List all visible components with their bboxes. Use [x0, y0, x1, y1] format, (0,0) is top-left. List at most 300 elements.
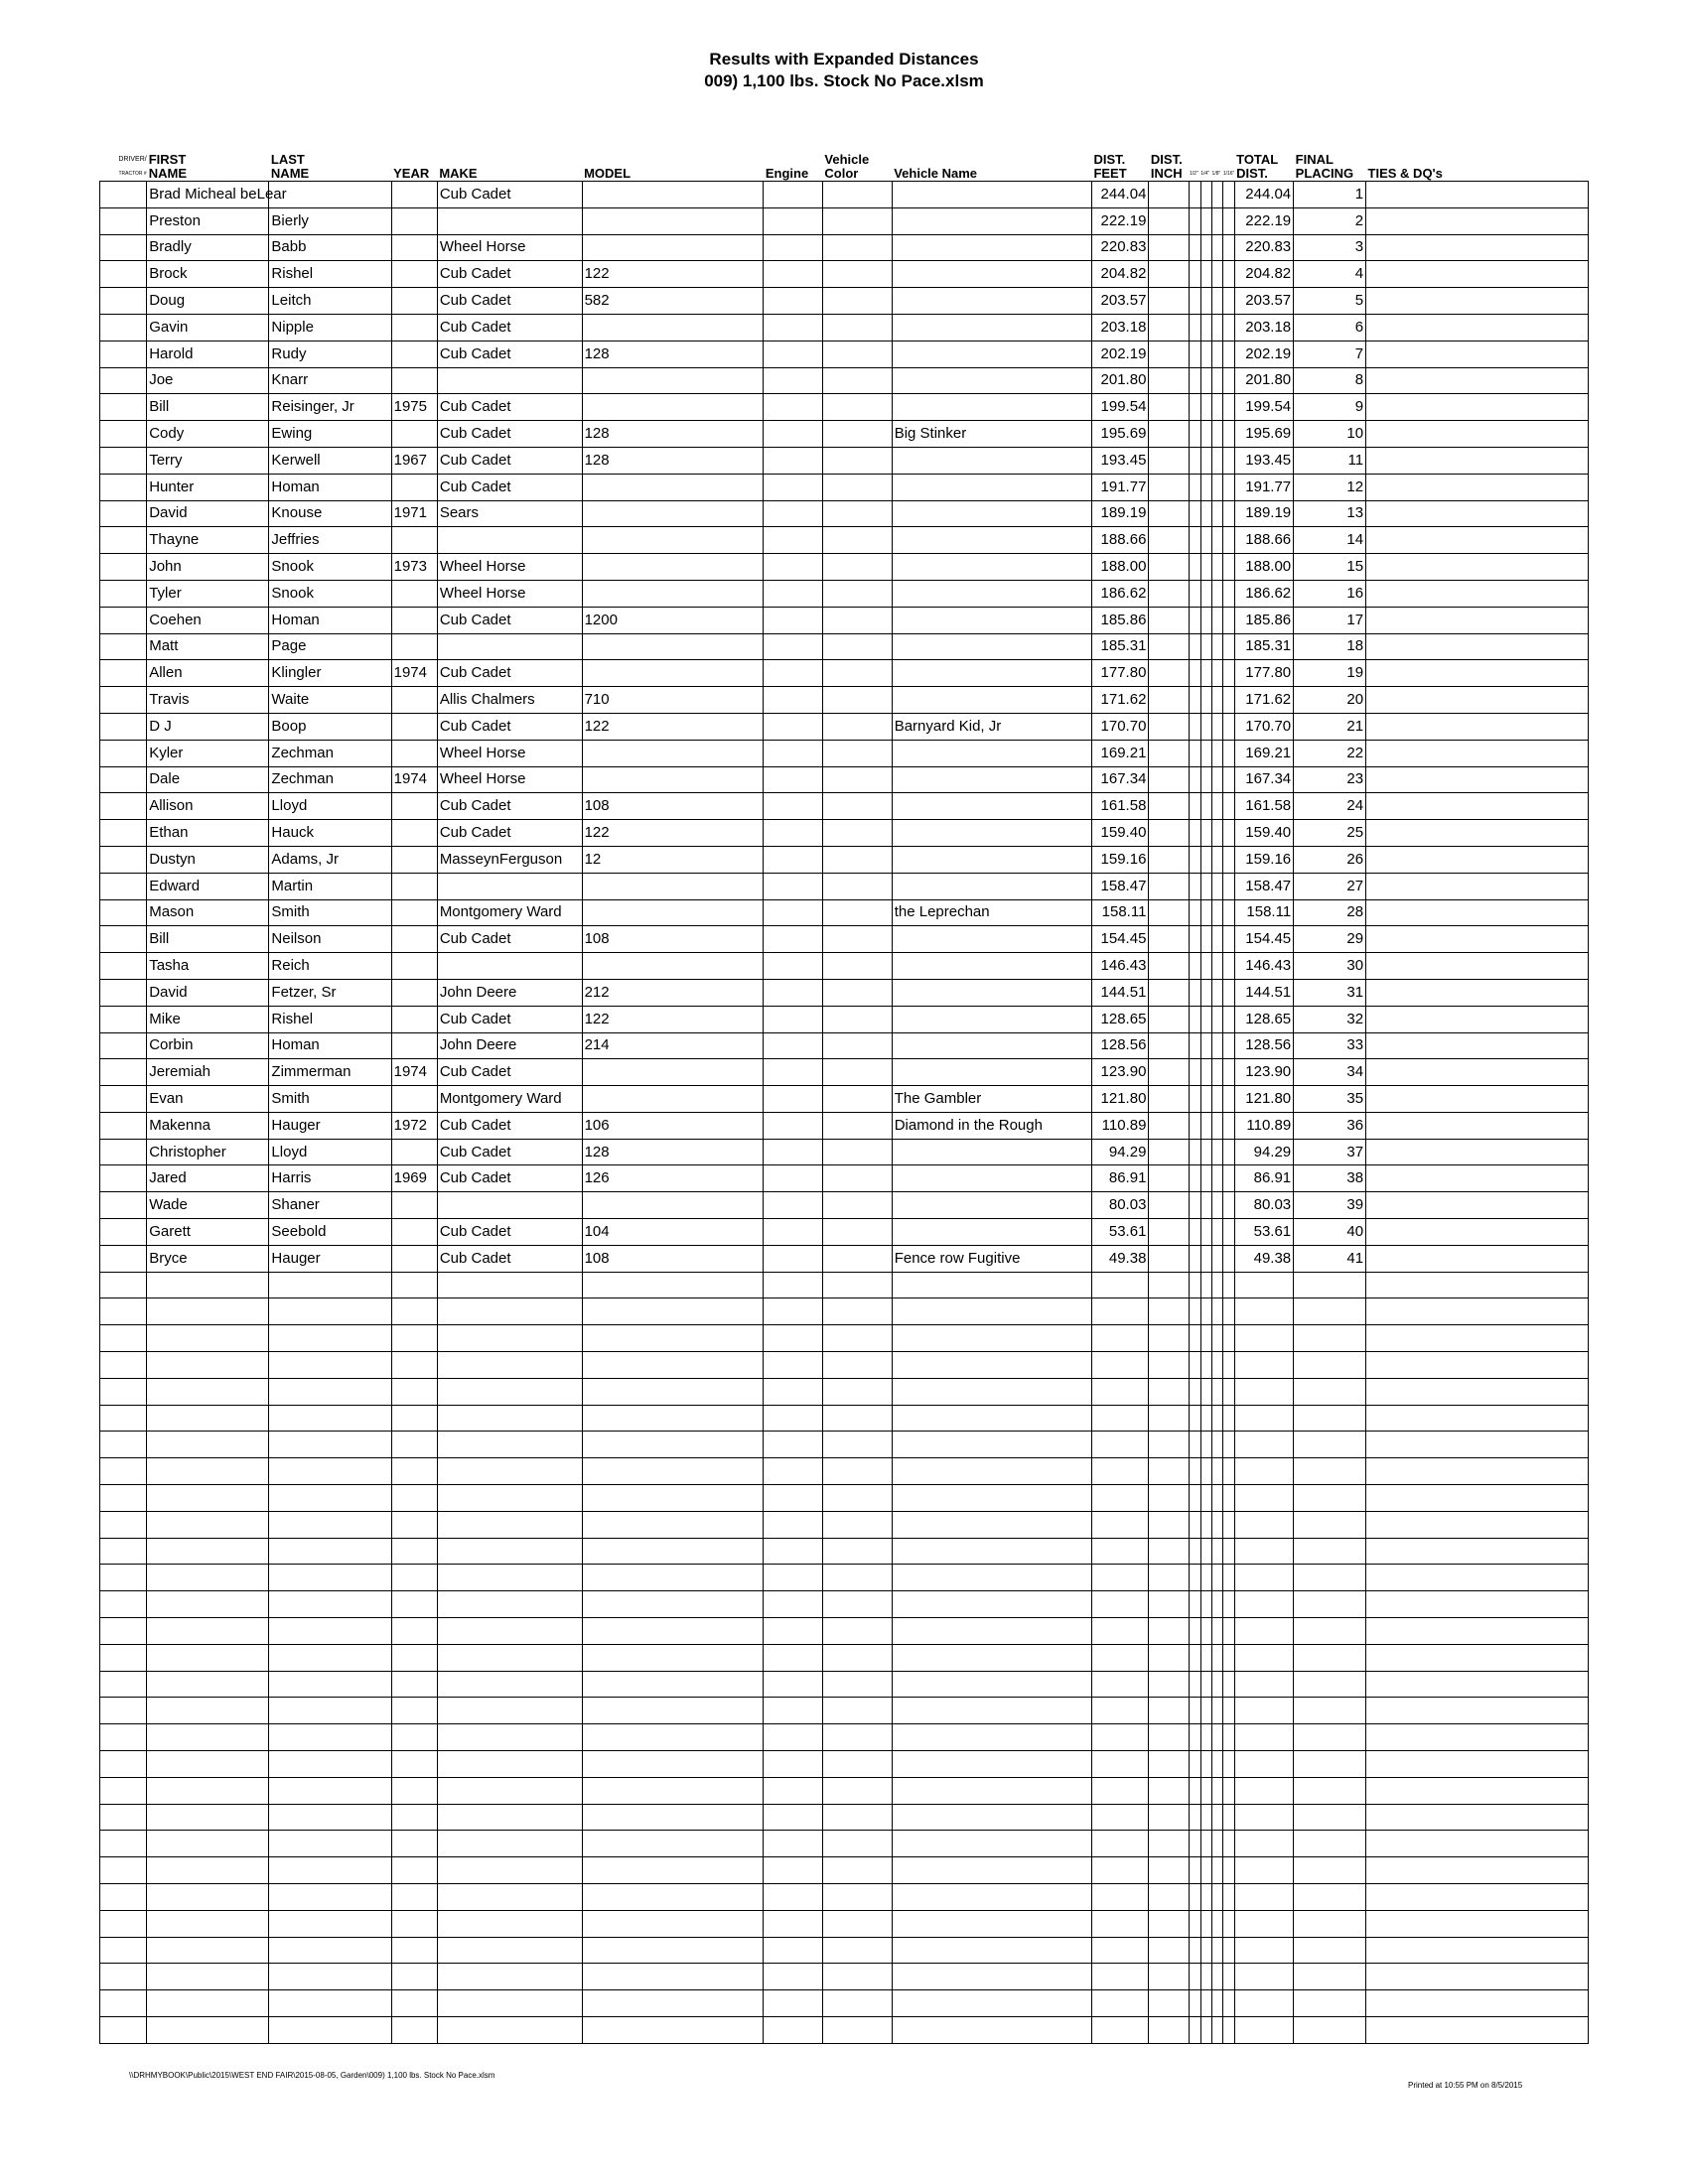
cell-f1: [1190, 1565, 1200, 1591]
cell-color: [822, 1325, 892, 1352]
cell-engine: [764, 1219, 823, 1246]
table-row: [100, 474, 1589, 500]
col-first-name: [147, 149, 269, 182]
cell-model: [582, 1405, 764, 1432]
cell-make: [437, 1511, 582, 1538]
cell-inch: [1149, 447, 1190, 474]
cell-color: [822, 1059, 892, 1086]
file-path-footer: \\DRHMYBOOK\Public\2015\WEST END FAIR\2015-08-05, Garden\009) 1,100 lbs. Stock No Pace.xlsm: [129, 2071, 495, 2080]
cell-make: Allis Chalmers: [437, 687, 582, 714]
cell-make: Cub Cadet: [437, 1059, 582, 1086]
cell-total: [1234, 1432, 1294, 1458]
cell-f3: [1212, 1724, 1223, 1751]
cell-inch: [1149, 1698, 1190, 1724]
cell-first: Harold: [147, 341, 269, 367]
cell-color: [822, 182, 892, 208]
cell-model: 126: [582, 1165, 764, 1192]
cell-color: [822, 1165, 892, 1192]
cell-feet: 161.58: [1091, 793, 1148, 820]
cell-engine: [764, 1538, 823, 1565]
cell-engine: [764, 182, 823, 208]
cell-make: [437, 1831, 582, 1857]
cell-first: Brad Micheal beLear: [147, 182, 269, 208]
cell-place: 12: [1294, 474, 1366, 500]
cell-place: 5: [1294, 288, 1366, 315]
cell-model: [582, 182, 764, 208]
table-row: [100, 687, 1589, 714]
cell-feet: [1091, 1964, 1148, 1990]
cell-year: [391, 1964, 437, 1990]
cell-color: [822, 554, 892, 581]
cell-f3: [1212, 793, 1223, 820]
cell-model: [582, 1751, 764, 1778]
cell-driver: [100, 447, 147, 474]
cell-last: [269, 2016, 391, 2043]
cell-make: [437, 1298, 582, 1325]
cell-engine: [764, 1511, 823, 1538]
cell-model: [582, 394, 764, 421]
cell-driver: [100, 1804, 147, 1831]
cell-engine: [764, 1937, 823, 1964]
col-dist-feet: [1091, 149, 1148, 182]
last-header-bottom: NAME: [270, 166, 310, 181]
cell-f4: [1223, 261, 1234, 288]
cell-last: [269, 1378, 391, 1405]
cell-total: [1234, 1990, 1294, 2017]
cell-make: [437, 1777, 582, 1804]
cell-first: David: [147, 979, 269, 1006]
cell-inch: [1149, 1192, 1190, 1219]
cell-f1: [1190, 500, 1200, 527]
cell-place: 39: [1294, 1192, 1366, 1219]
cell-engine: [764, 607, 823, 633]
cell-make: [437, 1538, 582, 1565]
cell-vname: [892, 182, 1091, 208]
cell-place: 27: [1294, 873, 1366, 899]
cell-total: 220.83: [1234, 234, 1294, 261]
cell-make: Wheel Horse: [437, 740, 582, 766]
cell-place: 23: [1294, 766, 1366, 793]
cell-feet: [1091, 1591, 1148, 1618]
cell-vname: [892, 1352, 1091, 1379]
cell-last: [269, 1724, 391, 1751]
cell-color: [822, 1804, 892, 1831]
cell-f4: [1223, 1485, 1234, 1512]
cell-model: [582, 873, 764, 899]
cell-f4: [1223, 1831, 1234, 1857]
cell-f4: [1223, 2016, 1234, 2043]
cell-color: [822, 846, 892, 873]
cell-feet: 159.16: [1091, 846, 1148, 873]
table-row: [100, 607, 1589, 633]
cell-f4: [1223, 288, 1234, 315]
cell-vname: [892, 1298, 1091, 1325]
cell-f4: [1223, 1405, 1234, 1432]
cell-driver: [100, 1112, 147, 1139]
cell-inch: [1149, 926, 1190, 953]
cell-color: [822, 1618, 892, 1645]
cell-feet: 204.82: [1091, 261, 1148, 288]
cell-f3: [1212, 687, 1223, 714]
cell-place: 18: [1294, 633, 1366, 660]
table-row: [100, 1964, 1589, 1990]
cell-ties: [1366, 1032, 1589, 1059]
cell-ties: [1366, 1831, 1589, 1857]
cell-feet: [1091, 1990, 1148, 2017]
cell-feet: 188.66: [1091, 527, 1148, 554]
cell-last: Lloyd: [269, 1139, 391, 1165]
cell-vname: [892, 1751, 1091, 1778]
cell-f4: [1223, 314, 1234, 341]
cell-last: Hauger: [269, 1245, 391, 1272]
cell-last: Zechman: [269, 766, 391, 793]
cell-engine: [764, 288, 823, 315]
cell-make: MasseynFerguson: [437, 846, 582, 873]
cell-feet: [1091, 1937, 1148, 1964]
cell-color: [822, 288, 892, 315]
cell-make: [437, 1325, 582, 1352]
cell-make: Cub Cadet: [437, 394, 582, 421]
cell-ties: [1366, 1618, 1589, 1645]
cell-engine: [764, 820, 823, 847]
cell-place: [1294, 1511, 1366, 1538]
cell-color: [822, 1777, 892, 1804]
cell-place: 30: [1294, 953, 1366, 980]
cell-inch: [1149, 766, 1190, 793]
cell-ties: [1366, 740, 1589, 766]
cell-feet: 110.89: [1091, 1112, 1148, 1139]
cell-driver: [100, 394, 147, 421]
cell-year: [391, 1432, 437, 1458]
cell-engine: [764, 500, 823, 527]
cell-vname: [892, 740, 1091, 766]
table-row: [100, 1192, 1589, 1219]
cell-f2: [1200, 1910, 1211, 1937]
printed-timestamp: Printed at 10:55 PM on 8/5/2015: [1408, 2081, 1523, 2090]
table-row: [100, 1405, 1589, 1432]
table-row: [100, 766, 1589, 793]
cell-ties: [1366, 1990, 1589, 2017]
cell-year: [391, 1139, 437, 1165]
cell-f4: [1223, 527, 1234, 554]
cell-make: [437, 1964, 582, 1990]
cell-model: [582, 953, 764, 980]
cell-f1: [1190, 367, 1200, 394]
cell-color: [822, 2016, 892, 2043]
cell-engine: [764, 527, 823, 554]
cell-place: 4: [1294, 261, 1366, 288]
cell-f4: [1223, 1432, 1234, 1458]
cell-feet: [1091, 1565, 1148, 1591]
table-row: [100, 1511, 1589, 1538]
cell-inch: [1149, 1671, 1190, 1698]
cell-last: Lloyd: [269, 793, 391, 820]
cell-f3: [1212, 633, 1223, 660]
driver-header-top: DRIVER/: [118, 156, 147, 163]
cell-first: Mike: [147, 1006, 269, 1032]
cell-model: 122: [582, 820, 764, 847]
cell-ties: [1366, 1378, 1589, 1405]
cell-total: 170.70: [1234, 713, 1294, 740]
cell-inch: [1149, 261, 1190, 288]
cell-inch: [1149, 554, 1190, 581]
cell-vname: [892, 1032, 1091, 1059]
cell-f3: [1212, 1857, 1223, 1884]
cell-ties: [1366, 1432, 1589, 1458]
cell-engine: [764, 1671, 823, 1698]
cell-f4: [1223, 979, 1234, 1006]
cell-color: [822, 234, 892, 261]
cell-f3: [1212, 899, 1223, 926]
cell-feet: [1091, 1325, 1148, 1352]
cell-last: Snook: [269, 554, 391, 581]
cell-first: Hunter: [147, 474, 269, 500]
cell-place: [1294, 1857, 1366, 1884]
cell-model: 104: [582, 1219, 764, 1246]
cell-f4: [1223, 766, 1234, 793]
cell-model: 128: [582, 421, 764, 448]
cell-make: [437, 207, 582, 234]
cell-total: [1234, 1831, 1294, 1857]
cell-vname: [892, 1831, 1091, 1857]
cell-make: Cub Cadet: [437, 820, 582, 847]
cell-engine: [764, 421, 823, 448]
cell-f3: [1212, 1831, 1223, 1857]
cell-f1: [1190, 234, 1200, 261]
cell-driver: [100, 1937, 147, 1964]
cell-place: [1294, 1804, 1366, 1831]
cell-place: 35: [1294, 1086, 1366, 1113]
cell-year: [391, 207, 437, 234]
cell-total: 244.04: [1234, 182, 1294, 208]
cell-f3: [1212, 1325, 1223, 1352]
cell-vname: [892, 1432, 1091, 1458]
cell-driver: [100, 979, 147, 1006]
cell-f3: [1212, 1032, 1223, 1059]
cell-total: [1234, 1618, 1294, 1645]
cell-place: [1294, 1485, 1366, 1512]
cell-engine: [764, 234, 823, 261]
cell-model: [582, 1538, 764, 1565]
cell-driver: [100, 1724, 147, 1751]
cell-driver: [100, 846, 147, 873]
cell-f4: [1223, 1219, 1234, 1246]
cell-f1: [1190, 793, 1200, 820]
cell-vname: [892, 607, 1091, 633]
cell-first: Allison: [147, 793, 269, 820]
cell-driver: [100, 1378, 147, 1405]
cell-engine: [764, 1006, 823, 1032]
cell-f4: [1223, 820, 1234, 847]
cell-make: [437, 1857, 582, 1884]
cell-year: [391, 1405, 437, 1432]
cell-vname: [892, 1591, 1091, 1618]
cell-year: [391, 1857, 437, 1884]
cell-year: [391, 1032, 437, 1059]
cell-ties: [1366, 1565, 1589, 1591]
cell-feet: [1091, 1884, 1148, 1911]
cell-ties: [1366, 793, 1589, 820]
cell-f2: [1200, 793, 1211, 820]
cell-ties: [1366, 2016, 1589, 2043]
table-row: [100, 1591, 1589, 1618]
cell-last: [269, 1405, 391, 1432]
cell-vname: [892, 1219, 1091, 1246]
cell-f2: [1200, 234, 1211, 261]
cell-model: [582, 527, 764, 554]
cell-f4: [1223, 1458, 1234, 1485]
cell-inch: [1149, 367, 1190, 394]
cell-f3: [1212, 1777, 1223, 1804]
cell-f2: [1200, 580, 1211, 607]
cell-f2: [1200, 1538, 1211, 1565]
cell-color: [822, 1724, 892, 1751]
cell-vname: the Leprechan: [892, 899, 1091, 926]
cell-place: 29: [1294, 926, 1366, 953]
cell-vname: [892, 1964, 1091, 1990]
cell-f3: [1212, 1405, 1223, 1432]
cell-year: [391, 873, 437, 899]
cell-inch: [1149, 500, 1190, 527]
cell-f1: [1190, 1485, 1200, 1512]
cell-vname: [892, 1644, 1091, 1671]
cell-driver: [100, 1352, 147, 1379]
cell-vname: [892, 846, 1091, 873]
cell-color: [822, 713, 892, 740]
cell-ties: [1366, 1671, 1589, 1698]
cell-color: [822, 314, 892, 341]
cell-f4: [1223, 953, 1234, 980]
cell-f4: [1223, 447, 1234, 474]
cell-driver: [100, 554, 147, 581]
cell-year: [391, 421, 437, 448]
cell-year: [391, 234, 437, 261]
cell-ties: [1366, 1352, 1589, 1379]
cell-inch: [1149, 1405, 1190, 1432]
cell-f4: [1223, 1565, 1234, 1591]
cell-color: [822, 1937, 892, 1964]
cell-make: [437, 1804, 582, 1831]
cell-last: Shaner: [269, 1192, 391, 1219]
cell-ties: [1366, 474, 1589, 500]
cell-first: [147, 1538, 269, 1565]
cell-f2: [1200, 1165, 1211, 1192]
cell-feet: 94.29: [1091, 1139, 1148, 1165]
cell-driver: [100, 288, 147, 315]
cell-inch: [1149, 1777, 1190, 1804]
cell-feet: [1091, 1777, 1148, 1804]
table-row: [100, 633, 1589, 660]
cell-last: Jeffries: [269, 527, 391, 554]
cell-f3: [1212, 1671, 1223, 1698]
total-header-bottom: DIST.: [1236, 166, 1268, 181]
cell-year: [391, 1458, 437, 1485]
table-row: [100, 1538, 1589, 1565]
cell-year: 1967: [391, 447, 437, 474]
cell-engine: [764, 1698, 823, 1724]
cell-driver: [100, 1325, 147, 1352]
cell-total: 188.00: [1234, 554, 1294, 581]
cell-f4: [1223, 1511, 1234, 1538]
feet-header-top: DIST.: [1093, 152, 1126, 167]
cell-f3: [1212, 846, 1223, 873]
cell-first: [147, 1618, 269, 1645]
cell-make: [437, 1644, 582, 1671]
cell-ties: [1366, 660, 1589, 687]
cell-make: [437, 953, 582, 980]
cell-first: [147, 1831, 269, 1857]
cell-feet: 53.61: [1091, 1219, 1148, 1246]
cell-last: Homan: [269, 607, 391, 633]
cell-f3: [1212, 500, 1223, 527]
cell-f2: [1200, 1219, 1211, 1246]
cell-f1: [1190, 1644, 1200, 1671]
cell-vname: [892, 394, 1091, 421]
cell-driver: [100, 1644, 147, 1671]
cell-engine: [764, 474, 823, 500]
cell-vname: [892, 1405, 1091, 1432]
cell-driver: [100, 261, 147, 288]
cell-place: 33: [1294, 1032, 1366, 1059]
cell-first: [147, 1565, 269, 1591]
cell-inch: [1149, 1458, 1190, 1485]
table-row: [100, 793, 1589, 820]
cell-year: [391, 1671, 437, 1698]
cell-color: [822, 207, 892, 234]
cell-year: [391, 979, 437, 1006]
cell-last: Hauck: [269, 820, 391, 847]
cell-inch: [1149, 633, 1190, 660]
cell-f4: [1223, 660, 1234, 687]
cell-place: 10: [1294, 421, 1366, 448]
cell-last: [269, 1698, 391, 1724]
cell-inch: [1149, 793, 1190, 820]
cell-f3: [1212, 1804, 1223, 1831]
cell-f3: [1212, 207, 1223, 234]
cell-feet: [1091, 1272, 1148, 1298]
cell-vname: [892, 1165, 1091, 1192]
cell-ties: [1366, 1724, 1589, 1751]
cell-f2: [1200, 846, 1211, 873]
cell-first: Thayne: [147, 527, 269, 554]
cell-year: [391, 953, 437, 980]
cell-vname: [892, 766, 1091, 793]
cell-year: [391, 607, 437, 633]
cell-engine: [764, 1192, 823, 1219]
cell-place: 37: [1294, 1139, 1366, 1165]
table-row: [100, 1910, 1589, 1937]
cell-f2: [1200, 740, 1211, 766]
cell-f3: [1212, 1565, 1223, 1591]
cell-model: [582, 1511, 764, 1538]
cell-last: Neilson: [269, 926, 391, 953]
cell-vname: [892, 1485, 1091, 1512]
cell-f4: [1223, 341, 1234, 367]
cell-vname: [892, 1565, 1091, 1591]
cell-f1: [1190, 447, 1200, 474]
table-row: [100, 234, 1589, 261]
cell-feet: 201.80: [1091, 367, 1148, 394]
header-row: [100, 149, 1589, 182]
cell-color: [822, 367, 892, 394]
cell-make: [437, 1352, 582, 1379]
cell-f4: [1223, 1724, 1234, 1751]
cell-color: [822, 421, 892, 448]
cell-inch: [1149, 1219, 1190, 1246]
cell-f2: [1200, 713, 1211, 740]
cell-inch: [1149, 660, 1190, 687]
cell-model: 108: [582, 926, 764, 953]
